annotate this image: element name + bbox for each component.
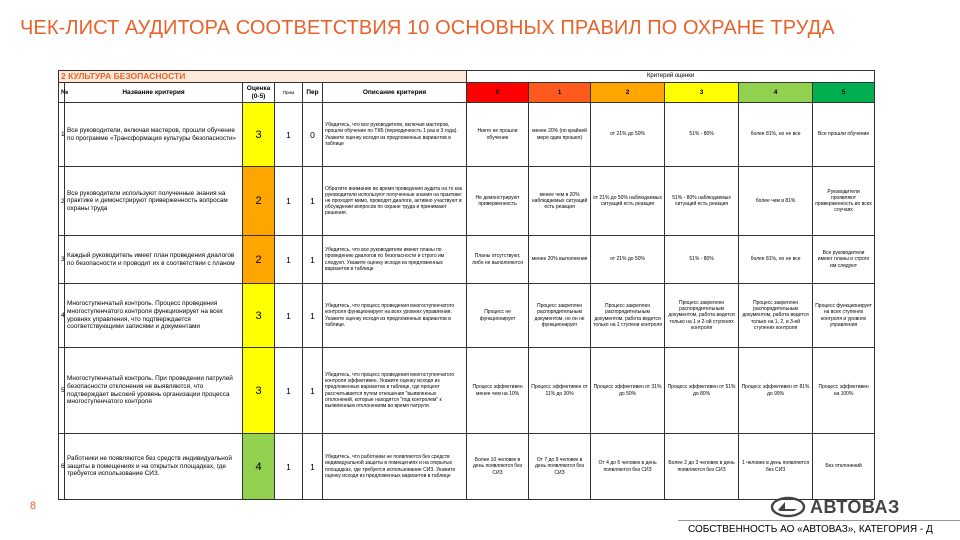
level-header-4: 4	[739, 83, 813, 103]
score-value[interactable]: 4	[243, 434, 275, 500]
level-4-text: более 81%, но не все	[739, 103, 813, 167]
level-1-text: менее 20% (по крайней мере один прошел)	[529, 103, 591, 167]
level-0-text: Более 10 человек в день появляются без СИЗ	[467, 434, 529, 500]
level-1-text: От 7 до 9 человек в день появляются без СИЗ	[529, 434, 591, 500]
level-3-text: 51% - 80%	[665, 103, 739, 167]
level-2-text: от 21% до 50%	[591, 236, 665, 284]
criterion-name: Работники не появляются без средств индивидуальной защиты в помещениях и на открытых площадках, где требуется использование СИЗ.	[65, 434, 243, 500]
criterion-name: Многоступенчатый контроль. Процесс проведения многоступенчатого контроля функционирует на всех уровнях управления, что подтверждается соответствующими записями и документами	[65, 284, 243, 348]
page-number: 8	[30, 500, 37, 512]
level-0-text: Планы отсутствуют, либо не выполняются	[467, 236, 529, 284]
header-prim: Прим	[275, 83, 303, 103]
category-header: 2 КУЛЬТУРА БЕЗОПАСНОСТИ	[59, 71, 467, 83]
score-value[interactable]: 3	[243, 348, 275, 434]
score-value[interactable]: 2	[243, 236, 275, 284]
level-2-text: от 21% до 50%	[591, 103, 665, 167]
level-header-2: 2	[591, 83, 665, 103]
prim-value[interactable]: 1	[275, 434, 303, 500]
level-0-text: Процесс эффективен менее чем на 10%	[467, 348, 529, 434]
criteria-group-header: Критерий оценки	[467, 71, 875, 83]
level-4-text: 1 человек в день появляется без СИЗ	[739, 434, 813, 500]
per-value[interactable]: 1	[303, 284, 323, 348]
row-num: 2	[59, 167, 65, 236]
level-5-text: Все руководители имеют планы и строго им следуют	[813, 236, 875, 284]
row-num: 6	[59, 434, 65, 500]
level-header-1: 1	[529, 83, 591, 103]
per-value[interactable]: 1	[303, 348, 323, 434]
footer-note: СОБСТВЕННОСТЬ АО «АВТОВАЗ», КАТЕГОРИЯ - Д	[688, 524, 933, 535]
level-4-text: более чем в 81%	[739, 167, 813, 236]
table-row	[59, 434, 875, 500]
prim-value[interactable]: 1	[275, 236, 303, 284]
table-row	[59, 167, 875, 236]
level-5-text: Руководители проявляют приверженность во всех случаях	[813, 167, 875, 236]
level-1-text: Процесс закреплен распорядительным документом, но он не функционирует	[529, 284, 591, 348]
header-per: Пер	[303, 83, 323, 103]
checklist-table	[58, 70, 875, 500]
criterion-name: Все руководители, включая мастеров, прошли обучение по программе «Трансформация культуры безопасности»	[65, 103, 243, 167]
level-4-text: Процесс закреплен распорядительным документом, работа ведется только на 1, 2, и 3-ей ступенях контроля	[739, 284, 813, 348]
lada-boat-icon	[770, 496, 806, 518]
per-value[interactable]: 1	[303, 236, 323, 284]
level-0-text: Никто не прошли обучение	[467, 103, 529, 167]
criterion-description: Убедитесь, что все руководители, включая мастеров, прошли обучение по ТКБ (периодичность 1 раз в 3 года). Укажите оценку исходя из предложенных вариантов в таблице	[323, 103, 467, 167]
score-value[interactable]: 2	[243, 167, 275, 236]
criterion-name: Все руководители используют полученные знания на практике и демонстрируют приверженность вопросам охраны труда	[65, 167, 243, 236]
level-3-text: Процесс эффективен от 51% до 80%	[665, 348, 739, 434]
row-num: 3	[59, 236, 65, 284]
per-value[interactable]: 1	[303, 434, 323, 500]
logo-text: АВТОВАЗ	[810, 496, 900, 517]
table-row	[59, 284, 875, 348]
level-3-text: 51% - 80%	[665, 236, 739, 284]
criterion-description: Убедитесь, что процесс проведения многоступенчатого контроля эффективен. Укажите оценку исходя из предложенных вариантов в таблице, где процент рассчитывается путем отношения "выявленных отклонений, которые находятся "под контролем" к выявленным отклонениям во время патруля.	[323, 348, 467, 434]
level-1-text: менее 20% выполнения	[529, 236, 591, 284]
prim-value[interactable]: 1	[275, 167, 303, 236]
level-0-text: Не демонстрируют приверженность	[467, 167, 529, 236]
row-num: 1	[59, 103, 65, 167]
level-3-text: Более 2 до 3 человек в день появляются без СИЗ	[665, 434, 739, 500]
criterion-name: Каждый руководитель имеет план проведения диалогов по безопасности и проводит их в соответствии с планом	[65, 236, 243, 284]
level-5-text: Процесс эффективен на 100%	[813, 348, 875, 434]
level-1-text: менее чем в 20% наблюдаемых ситуаций есть реакция	[529, 167, 591, 236]
prim-value[interactable]: 1	[275, 284, 303, 348]
level-2-text: Процесс закреплен распорядительным документом, работа ведется только на 1 ступени контроля	[591, 284, 665, 348]
row-num: 5	[59, 348, 65, 434]
level-5-text: Без отклонений	[813, 434, 875, 500]
score-value[interactable]: 3	[243, 103, 275, 167]
avtovaz-logo	[770, 494, 950, 520]
per-value[interactable]: 1	[303, 167, 323, 236]
prim-value[interactable]: 1	[275, 348, 303, 434]
criterion-description: Убедитесь, что все руководители имеют планы по проведению диалогов по безопасности и строго им следуют. Укажите оценку исходя из предложенных вариантов в таблице	[323, 236, 467, 284]
level-0-text: Процесс не функционирует	[467, 284, 529, 348]
criterion-description: Убедитесь, что работники не появляются без средств индивидуальной защиты в помещениях и на открытых площадках, где требуется использование СИЗ. Укажите оценку исходя из предложенных вариантов в таблице	[323, 434, 467, 500]
level-3-text: Процесс закреплен распорядительным документом, работа ведется только на 1 и 2-ой ступенях контроля	[665, 284, 739, 348]
table-row	[59, 236, 875, 284]
level-5-text: Процесс функционирует на всех ступенях контроля и уровнях управления	[813, 284, 875, 348]
criterion-description: Убедитесь, что процесс проведения многоступенчатого контроля функционирует на всех уровнях управления. Укажите оценку исходя из предложенных вариантов в таблице.	[323, 284, 467, 348]
header-num: №	[59, 83, 65, 103]
level-header-3: 3	[665, 83, 739, 103]
table-row	[59, 348, 875, 434]
per-value[interactable]: 0	[303, 103, 323, 167]
header-score: Оценка (0-5)	[243, 83, 275, 103]
level-2-text: От 4 до 6 человек в день появляются без СИЗ	[591, 434, 665, 500]
header-desc: Описание критерия	[323, 83, 467, 103]
level-header-0: 0	[467, 83, 529, 103]
prim-value[interactable]: 1	[275, 103, 303, 167]
level-header-5: 5	[813, 83, 875, 103]
level-4-text: более 81%, но не все	[739, 236, 813, 284]
footer-divider	[678, 520, 960, 521]
level-3-text: 51% - 80% наблюдаемых ситуаций есть реакция	[665, 167, 739, 236]
table-row	[59, 103, 875, 167]
level-2-text: от 21% до 50% наблюдаемых ситуаций есть реакция	[591, 167, 665, 236]
criterion-name: Многоступенчатый контроль. При проведении патрулей безопасности отклонения не выявляются, что подтверждает высокий уровень организации процесса многоступенчатого контроля	[65, 348, 243, 434]
criterion-description: Обратите внимание во время проведения аудита на то как руководители используют полученные знания на практике: не проходят мимо, проводят диалоги, активно участвуют в обсуждении вопросов по охране труда и принимают решения.	[323, 167, 467, 236]
level-1-text: Процесс эффективен от 11% до 30%	[529, 348, 591, 434]
header-name: Название критерия	[65, 83, 243, 103]
score-value[interactable]: 3	[243, 284, 275, 348]
level-2-text: Процесс эффективен от 31% до 50%	[591, 348, 665, 434]
level-4-text: Процесс эффективен от 81% до 99%	[739, 348, 813, 434]
slide-title: ЧЕК-ЛИСТ АУДИТОРА СООТВЕТСТВИЯ 10 ОСНОВНЫХ ПРАВИЛ ПО ОХРАНЕ ТРУДА	[20, 17, 835, 39]
level-5-text: Все прошли обучение	[813, 103, 875, 167]
row-num: 4	[59, 284, 65, 348]
